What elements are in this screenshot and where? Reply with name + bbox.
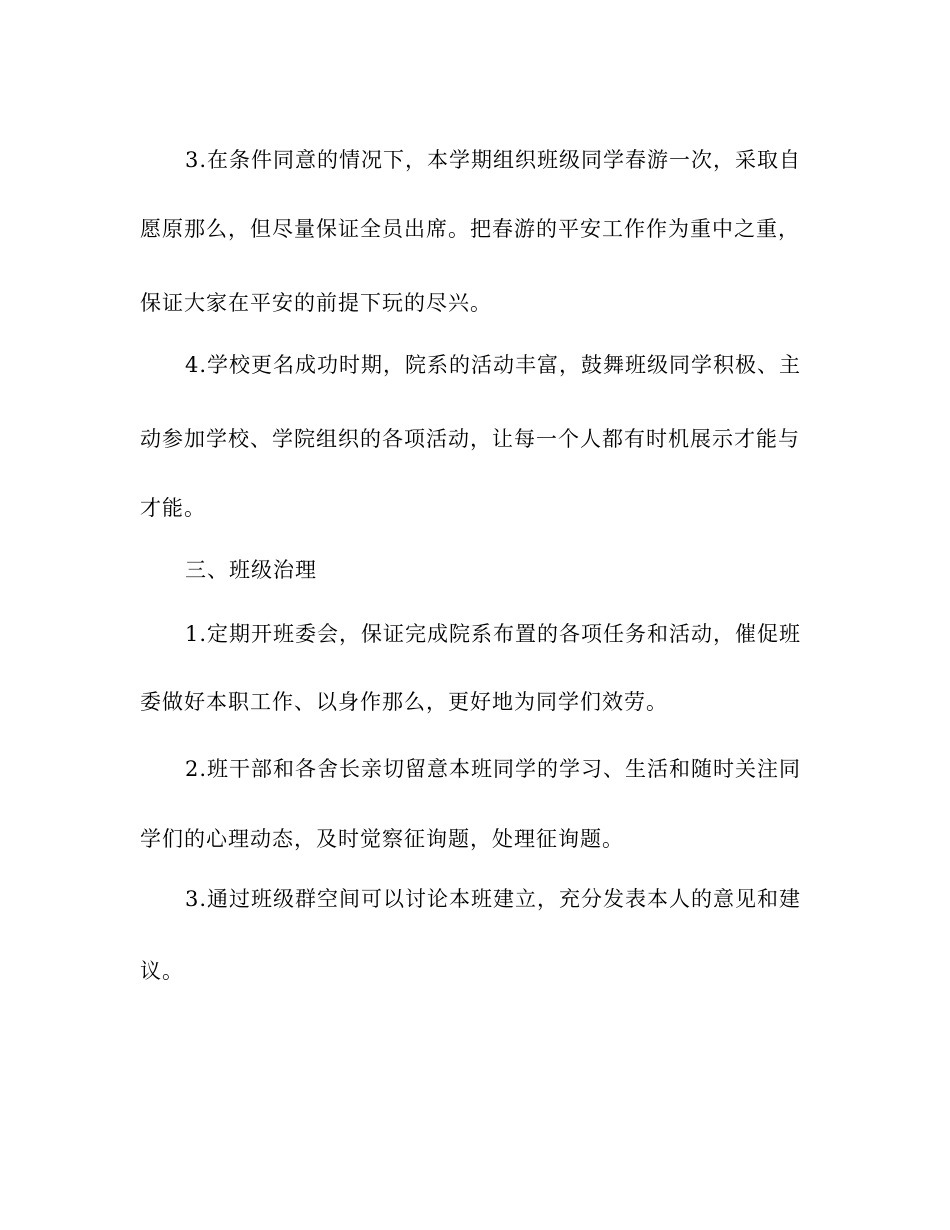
paragraph-3-line-3: 保证大家在平安的前提下玩的尽兴。	[140, 291, 492, 315]
paragraph-4-line-1: 4.学校更名成功时期，院系的活动丰富，鼓舞班级同学积极、主	[185, 353, 802, 377]
item-2-line-1: 2.班干部和各舍长亲切留意本班同学的学习、生活和随时关注同	[185, 757, 802, 781]
paragraph-4-line-3: 才能。	[140, 496, 206, 520]
paragraph-3-line-1: 3.在条件同意的情况下，本学期组织班级同学春游一次，采取自	[185, 148, 802, 172]
section-heading-class-management: 三、班级治理	[185, 558, 317, 582]
item-2-line-2: 学们的心理动态，及时觉察征询题，处理征询题。	[140, 827, 624, 851]
item-3-line-1: 3.通过班级群空间可以讨论本班建立，充分发表本人的意见和建	[185, 887, 802, 911]
paragraph-3-line-2: 愿原那么，但尽量保证全员出席。把春游的平安工作作为重中之重，	[140, 217, 800, 241]
paragraph-4-line-2: 动参加学校、学院组织的各项活动，让每一个人都有时机展示才能与	[140, 427, 800, 451]
item-3-line-2: 议。	[140, 959, 184, 983]
item-1-line-1: 1.定期开班委会，保证完成院系布置的各项任务和活动，催促班	[185, 622, 802, 646]
item-1-line-2: 委做好本职工作、以身作那么，更好地为同学们效劳。	[140, 690, 668, 714]
